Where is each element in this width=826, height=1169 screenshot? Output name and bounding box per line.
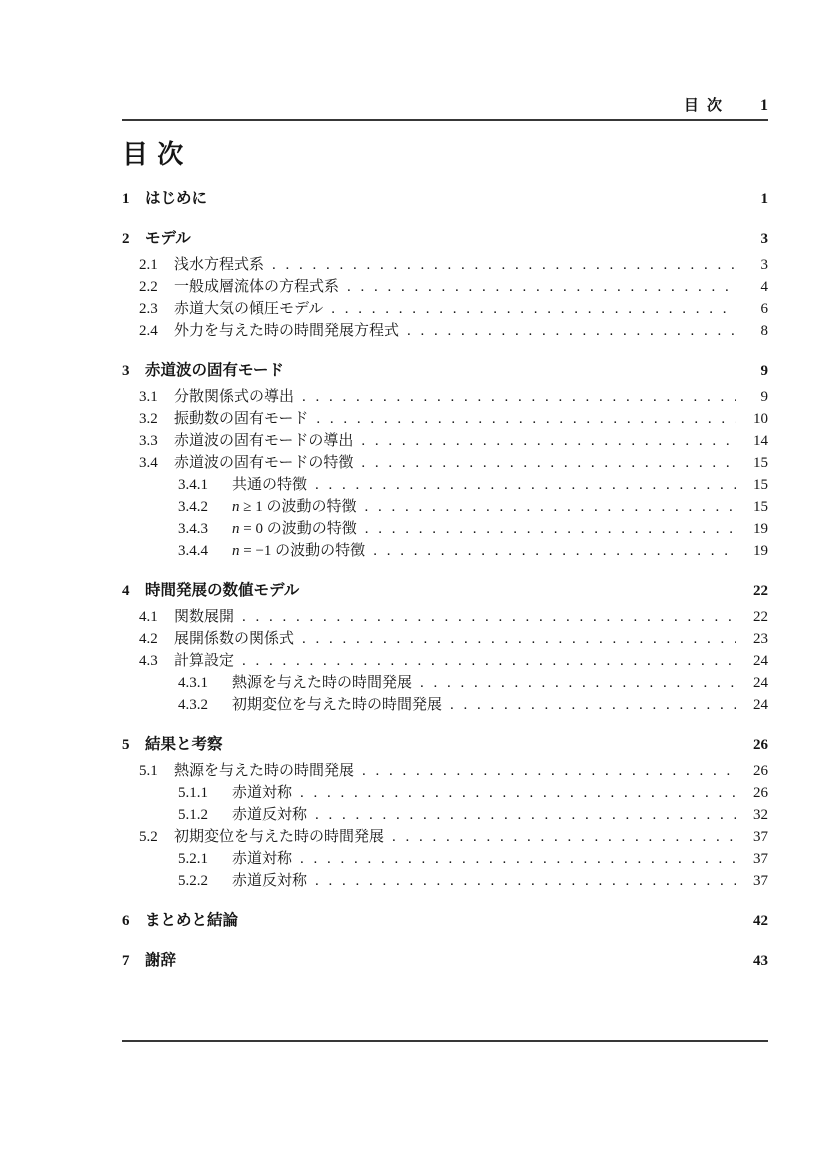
toc-entry-title-text: 結果と考察 xyxy=(145,736,223,753)
toc-entry-4-3-2 xyxy=(122,694,768,716)
toc-entry-title xyxy=(174,386,294,408)
toc-entry-title-text: 振動数の固有モード xyxy=(174,411,309,427)
toc-entry-3-4-2 xyxy=(122,496,768,518)
toc-entry-number: 1 xyxy=(122,191,130,207)
toc-entry-4-1 xyxy=(122,606,768,628)
toc-entry-3-4-4 xyxy=(122,540,768,562)
toc-entry-title xyxy=(145,734,223,756)
toc-entry-title-text: 初期変位を与えた時の時間発展 xyxy=(174,829,385,845)
toc-entry-page: 9 xyxy=(760,363,768,379)
dot-leader xyxy=(242,606,736,628)
toc-entry-title-text: 赤道波の固有モード xyxy=(145,362,284,379)
toc-entry-title-text: 熱源を与えた時の時間発展 xyxy=(174,763,355,779)
toc-entry-title xyxy=(174,628,294,650)
toc-entry-3-4 xyxy=(122,452,768,474)
toc-entry-title-text: 浅水方程式系 xyxy=(174,257,265,273)
toc-entry-page: 43 xyxy=(753,953,768,969)
toc-entry-page: 24 xyxy=(753,675,768,691)
toc-entry-page: 37 xyxy=(753,873,768,889)
toc-entry-title-text: の波動の特徴 xyxy=(275,543,366,559)
toc-entry-title-text: モデル xyxy=(145,230,191,247)
toc-entry-title xyxy=(145,910,238,932)
toc-entry-title xyxy=(174,760,354,782)
toc-entry-number: 2 xyxy=(122,231,130,247)
toc-entry-page: 22 xyxy=(753,583,768,599)
toc-entry-title xyxy=(145,228,191,250)
toc-entry-page: 26 xyxy=(753,737,768,753)
page-title: 目 次 xyxy=(122,139,185,169)
toc-entry-title xyxy=(174,320,399,342)
toc-entry-title xyxy=(174,408,308,430)
text-block xyxy=(122,0,768,1169)
toc-entry-5 xyxy=(122,734,768,756)
math-expression: = 0 xyxy=(239,521,267,537)
toc-entry-title xyxy=(145,188,207,210)
toc-entry-4-3 xyxy=(122,650,768,672)
toc-entry-title-text: 熱源を与えた時の時間発展 xyxy=(232,675,413,691)
toc-entry-title-text: 計算設定 xyxy=(174,653,235,669)
dot-leader xyxy=(392,826,736,848)
toc-entry-title-text: 赤道波の固有モードの特徴 xyxy=(174,455,354,471)
toc-entry-page: 14 xyxy=(753,433,768,449)
toc-entry-4 xyxy=(122,580,768,602)
toc-entry-7 xyxy=(122,950,768,972)
toc-entry-title xyxy=(232,540,365,562)
dot-leader xyxy=(315,474,736,496)
toc-entry-title-text: の波動の特徴 xyxy=(266,521,357,537)
toc-entry-number: 4.3.1 xyxy=(178,675,208,691)
toc-entry-title-text: 関数展開 xyxy=(174,609,235,625)
dot-leader xyxy=(331,298,736,320)
toc-entry-number: 5.2 xyxy=(139,829,158,845)
running-head xyxy=(122,94,768,115)
toc-entry-title-text: 赤道反対称 xyxy=(232,807,308,823)
toc-entry-5-1-2 xyxy=(122,804,768,826)
toc-entry-number: 5.1.1 xyxy=(178,785,208,801)
header-rule xyxy=(122,119,768,121)
toc-entry-title xyxy=(174,298,323,320)
toc-entry-number: 2.3 xyxy=(139,301,158,317)
toc-entry-title-text: 一般成層流体の方程式系 xyxy=(174,279,340,295)
toc-entry-page: 24 xyxy=(753,697,768,713)
toc-entry-2 xyxy=(122,228,768,250)
toc-entry-page: 4 xyxy=(760,279,768,295)
dot-leader xyxy=(316,408,736,430)
toc-entry-number: 5.1 xyxy=(139,763,158,779)
toc-entry-3-2 xyxy=(122,408,768,430)
toc-entry-title xyxy=(232,474,307,496)
toc-entry-page: 19 xyxy=(753,543,768,559)
toc-entry-3-4-3 xyxy=(122,518,768,540)
toc-entry-page: 22 xyxy=(753,609,768,625)
toc-entry-number: 3.4 xyxy=(139,455,158,471)
toc-entry-number: 5.1.2 xyxy=(178,807,208,823)
toc-entry-2-3 xyxy=(122,298,768,320)
toc-entry-page: 3 xyxy=(760,231,768,247)
toc-entry-number: 3.4.3 xyxy=(178,521,208,537)
toc-entry-number: 4.1 xyxy=(139,609,158,625)
toc-entry-6 xyxy=(122,910,768,932)
toc-entry-3-4-1 xyxy=(122,474,768,496)
dot-leader xyxy=(361,452,736,474)
toc-entry-number: 5 xyxy=(122,737,130,753)
toc-entry-page: 15 xyxy=(753,477,768,493)
toc-entry-number: 6 xyxy=(122,913,130,929)
toc-entry-number: 5.2.1 xyxy=(178,851,208,867)
dot-leader xyxy=(365,518,736,540)
toc-entry-title-text: 分散関係式の導出 xyxy=(174,389,295,405)
toc-entry-number: 4.3.2 xyxy=(178,697,208,713)
toc-entry-title xyxy=(174,826,384,848)
toc-entry-page: 37 xyxy=(753,851,768,867)
toc-entry-3-1 xyxy=(122,386,768,408)
toc-entry-page: 3 xyxy=(760,257,768,273)
toc-entry-number: 2.1 xyxy=(139,257,158,273)
dot-leader xyxy=(407,320,736,342)
toc-entry-page: 9 xyxy=(760,389,768,405)
toc-entry-number: 5.2.2 xyxy=(178,873,208,889)
toc-entry-title-text: 展開係数の関係式 xyxy=(174,631,295,647)
toc-entry-number: 3.4.4 xyxy=(178,543,208,559)
toc-entry-page: 23 xyxy=(753,631,768,647)
toc-entry-title xyxy=(145,580,299,602)
toc-entry-5-1-1 xyxy=(122,782,768,804)
toc-entry-2-2 xyxy=(122,276,768,298)
math-variable: n xyxy=(232,543,240,559)
toc-entry-title xyxy=(174,650,234,672)
dot-leader xyxy=(272,254,736,276)
toc-entry-page: 15 xyxy=(753,499,768,515)
dot-leader xyxy=(302,628,736,650)
toc-entry-3 xyxy=(122,360,768,382)
toc-entry-title-text: 共通の特徴 xyxy=(232,477,308,493)
toc-entry-page: 37 xyxy=(753,829,768,845)
toc-entry-title xyxy=(232,672,412,694)
toc-entry-number: 3.1 xyxy=(139,389,158,405)
footer-rule xyxy=(122,1040,768,1042)
toc-entry-title-text: 赤道対称 xyxy=(232,785,293,801)
running-head-page-number: 1 xyxy=(760,97,768,114)
toc-entry-page: 32 xyxy=(753,807,768,823)
toc-entry-title-text: 時間発展の数値モデル xyxy=(145,582,300,599)
toc-entry-title xyxy=(232,870,307,892)
math-variable: n xyxy=(232,499,240,515)
toc-entry-title-text: 初期変位を与えた時の時間発展 xyxy=(232,697,443,713)
toc-entry-5-2-1 xyxy=(122,848,768,870)
toc-entry-page: 15 xyxy=(753,455,768,471)
math-expression: ≥ 1 xyxy=(239,499,267,515)
toc-entry-number: 3 xyxy=(122,363,130,379)
toc-entry-4-2 xyxy=(122,628,768,650)
toc-list xyxy=(122,188,768,972)
dot-leader xyxy=(365,496,737,518)
toc-entry-number: 2.4 xyxy=(139,323,158,339)
dot-leader xyxy=(302,386,736,408)
toc-entry-title xyxy=(174,276,339,298)
toc-entry-page: 42 xyxy=(753,913,768,929)
dot-leader xyxy=(242,650,736,672)
dot-leader xyxy=(362,760,736,782)
toc-entry-1 xyxy=(122,188,768,210)
toc-entry-number: 3.4.1 xyxy=(178,477,208,493)
toc-entry-title xyxy=(145,950,176,972)
toc-entry-page: 6 xyxy=(760,301,768,317)
toc-entry-title xyxy=(174,606,234,628)
toc-entry-title xyxy=(232,782,292,804)
toc-entry-number: 7 xyxy=(122,953,130,969)
math-variable: n xyxy=(232,521,240,537)
toc-entry-title-text: 謝辞 xyxy=(145,952,177,969)
toc-entry-5-2 xyxy=(122,826,768,848)
toc-entry-title xyxy=(232,496,357,518)
toc-entry-title-text: まとめと結論 xyxy=(145,912,239,929)
dot-leader xyxy=(300,782,736,804)
toc-entry-number: 3.3 xyxy=(139,433,158,449)
dot-leader xyxy=(315,870,736,892)
dot-leader xyxy=(361,430,736,452)
toc-entry-page: 26 xyxy=(753,763,768,779)
toc-entry-number: 3.2 xyxy=(139,411,158,427)
toc-entry-5-1 xyxy=(122,760,768,782)
toc-entry-title-text: 赤道対称 xyxy=(232,851,293,867)
toc-entry-title-text: 赤道波の固有モードの導出 xyxy=(174,433,354,449)
toc-entry-4-3-1 xyxy=(122,672,768,694)
toc-entry-number: 4.3 xyxy=(139,653,158,669)
toc-entry-number: 4 xyxy=(122,583,130,599)
dot-leader xyxy=(420,672,736,694)
toc-entry-title-text: はじめに xyxy=(145,190,208,207)
toc-entry-3-3 xyxy=(122,430,768,452)
toc-entry-number: 2.2 xyxy=(139,279,158,295)
toc-entry-title xyxy=(232,518,357,540)
toc-entry-title xyxy=(232,848,292,870)
toc-entry-title-text: 外力を与えた時の時間発展方程式 xyxy=(174,323,400,339)
toc-entry-title xyxy=(174,254,264,276)
dot-leader xyxy=(450,694,736,716)
math-expression: = −1 xyxy=(239,543,276,559)
toc-entry-title xyxy=(174,430,353,452)
dot-leader xyxy=(315,804,736,826)
toc-entry-title-text: 赤道反対称 xyxy=(232,873,308,889)
toc-entry-page: 26 xyxy=(753,785,768,801)
toc-entry-title xyxy=(174,452,353,474)
toc-entry-title xyxy=(145,360,284,382)
toc-entry-page: 24 xyxy=(753,653,768,669)
toc-entry-page: 10 xyxy=(753,411,768,427)
dot-leader xyxy=(347,276,736,298)
toc-entry-page: 1 xyxy=(760,191,768,207)
toc-entry-page: 19 xyxy=(753,521,768,537)
toc-entry-2-1 xyxy=(122,254,768,276)
toc-entry-number: 4.2 xyxy=(139,631,158,647)
toc-entry-number: 3.4.2 xyxy=(178,499,208,515)
toc-entry-title xyxy=(232,694,442,716)
toc-entry-title-text: の波動の特徴 xyxy=(266,499,357,515)
toc-entry-5-2-2 xyxy=(122,870,768,892)
toc-entry-title xyxy=(232,804,307,826)
toc-entry-2-4 xyxy=(122,320,768,342)
dot-leader xyxy=(300,848,736,870)
dot-leader xyxy=(373,540,736,562)
toc-entry-page: 8 xyxy=(760,323,768,339)
running-head-title: 目 次 xyxy=(683,97,724,114)
toc-entry-title-text: 赤道大気の傾圧モデル xyxy=(174,301,324,317)
